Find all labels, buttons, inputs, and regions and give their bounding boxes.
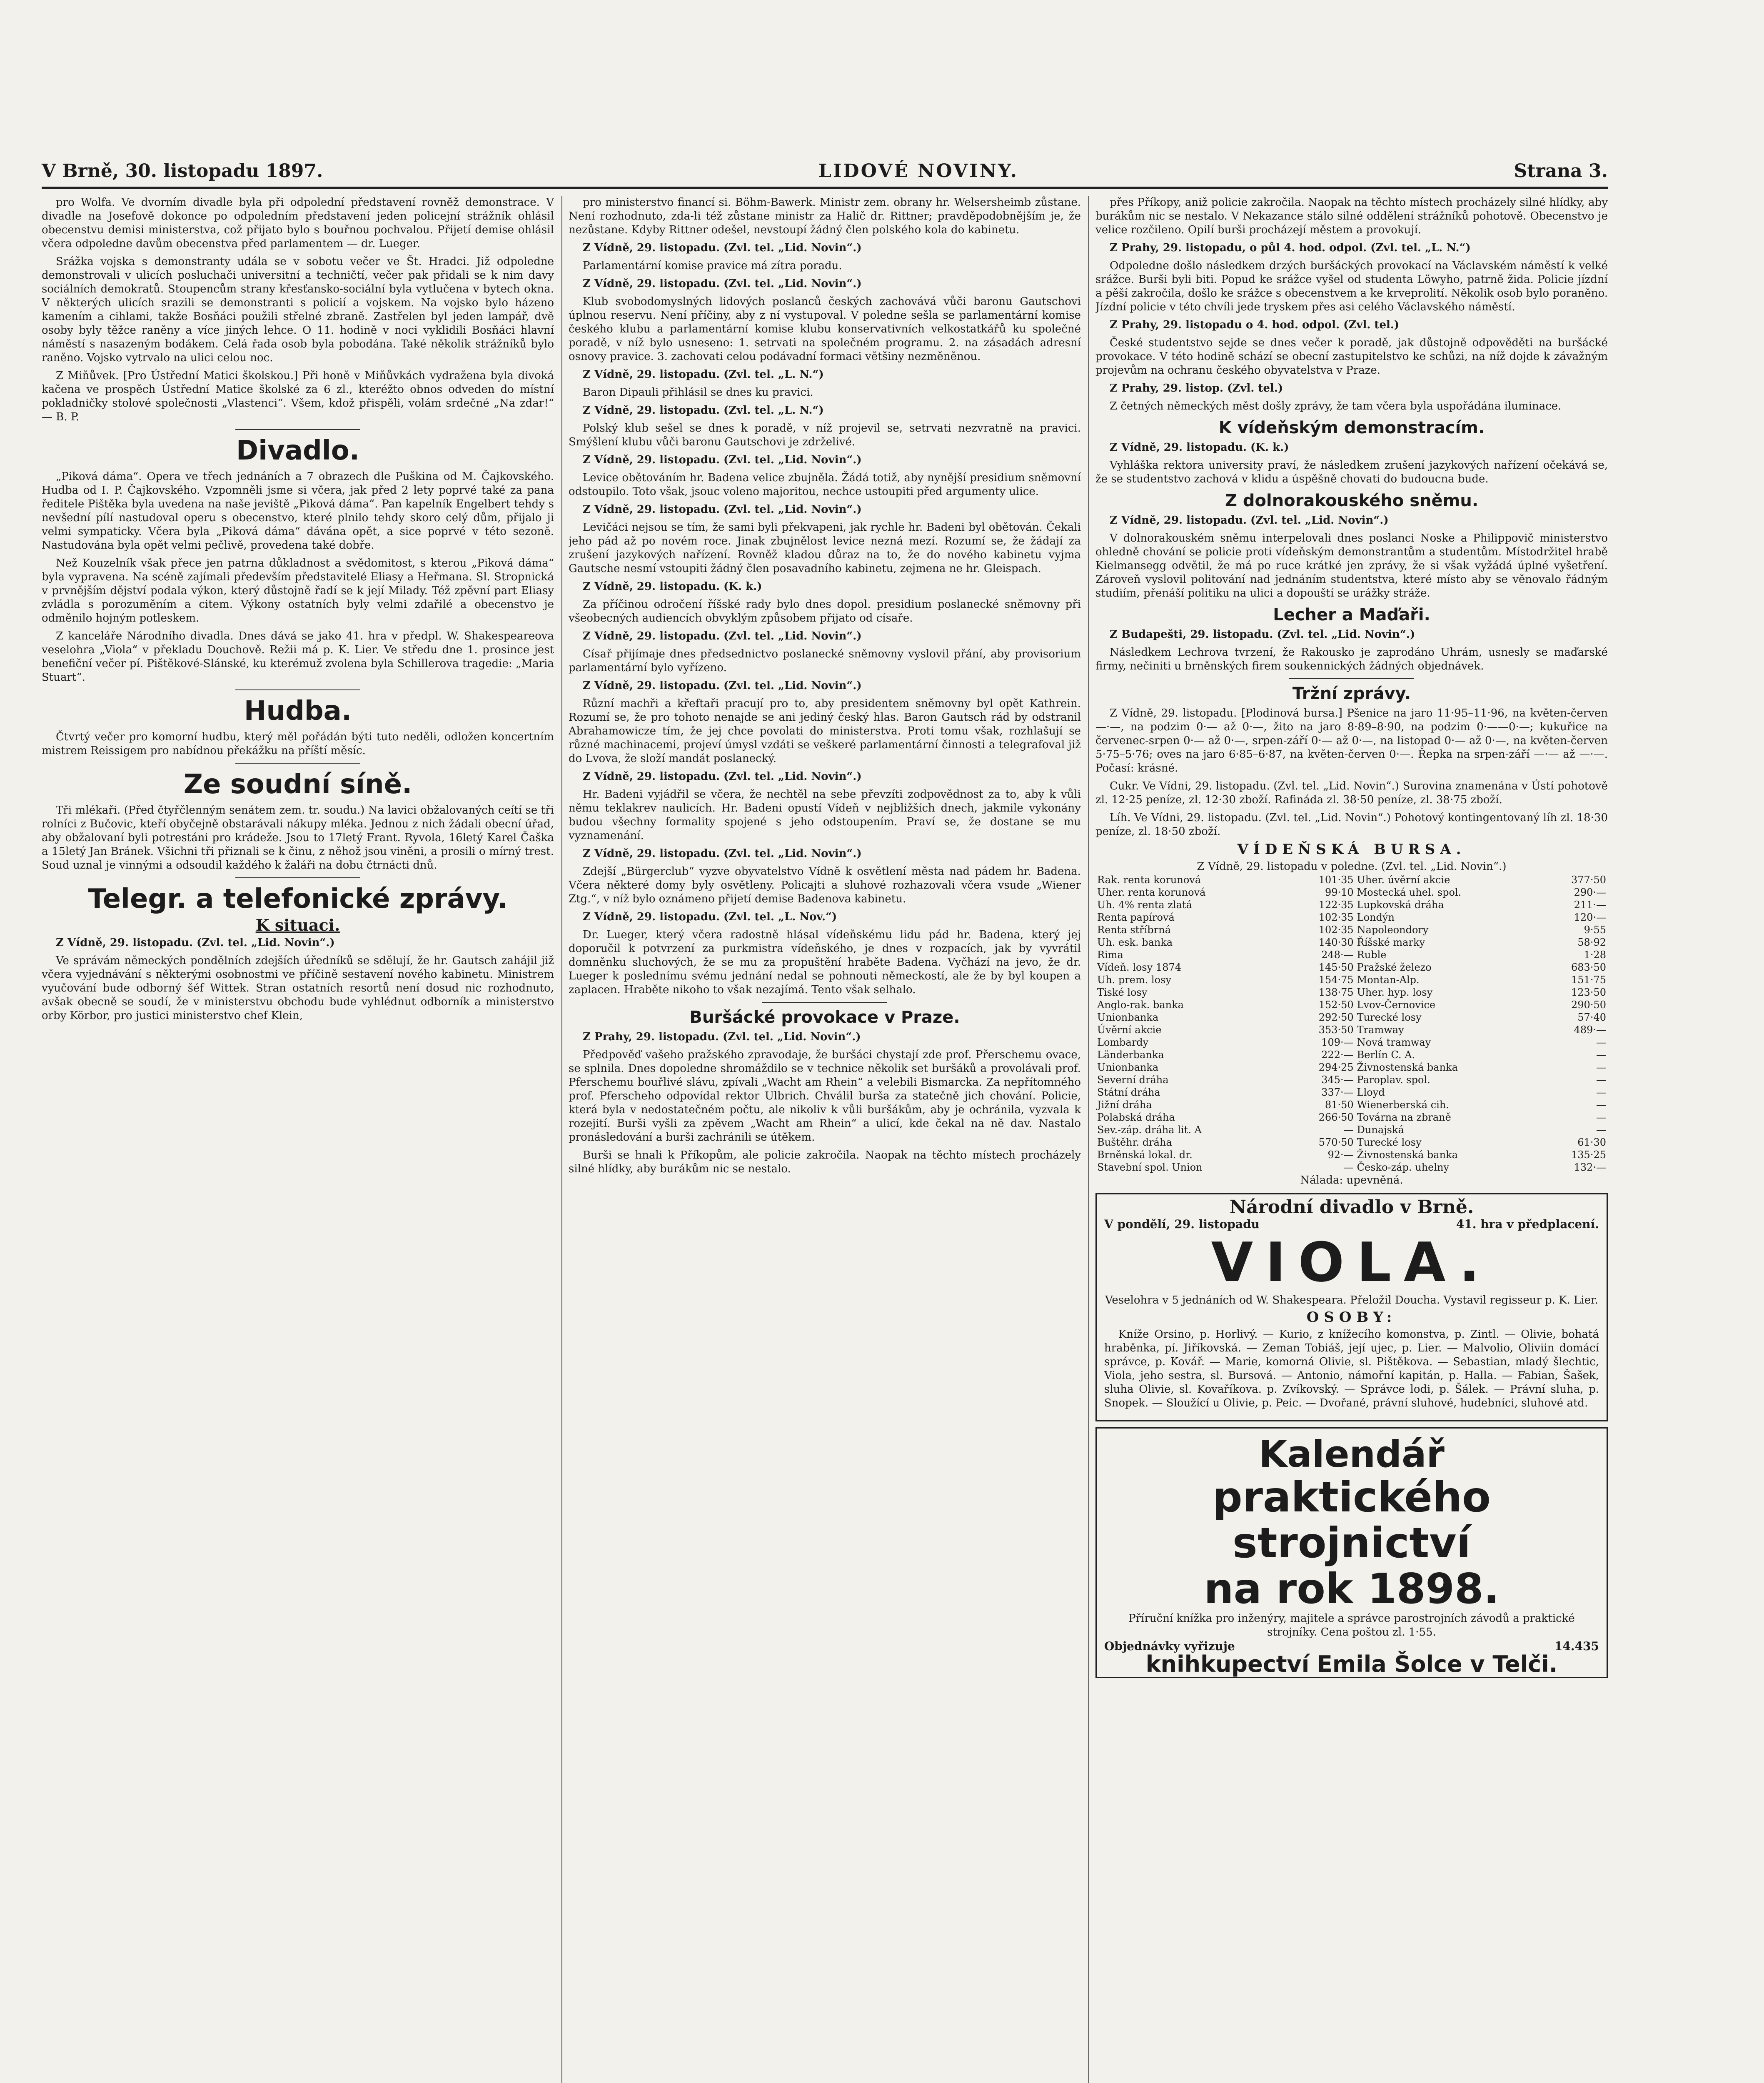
table-cell-label: Lloyd <box>1357 1086 1385 1098</box>
table-cell-value: 266·50 <box>1318 1111 1354 1123</box>
column-2 <box>569 196 1081 2083</box>
section-rule <box>235 689 360 690</box>
section-heading-dolnorak: Z dolnorakouského sněmu. <box>1225 491 1479 510</box>
dateline: Z Vídně, 29. listopadu. (K. k.) <box>583 580 762 593</box>
table-cell-label: Uher. úvěrní akcie <box>1357 874 1450 886</box>
table-cell-value: 294·25 <box>1318 1061 1354 1073</box>
section-rule <box>235 429 360 430</box>
article-paragraph: Následkem Lechrova tvrzení, že Rakousko je zaprodáno Uhrám, usnesly se maďarské firmy, nečiniti u brněnských firem soukennických žádných objednávek. <box>1095 646 1608 672</box>
table-cell-value: 337·— <box>1321 1086 1354 1098</box>
table-cell-label: Turecké losy <box>1357 1012 1422 1023</box>
table-cell-label: Berlín C. A. <box>1357 1049 1415 1061</box>
section-rule <box>762 1002 887 1003</box>
advertisement <box>1095 1427 1608 1678</box>
table-cell-label: Paroplav. spol. <box>1357 1074 1430 1086</box>
table-cell-value: — <box>1596 1061 1606 1073</box>
table-cell-label: Uher. hyp. losy <box>1357 987 1433 998</box>
article-paragraph: Předpověď vašeho pražského zpravodaje, že buršáci chystají zde prof. Přerschemu ovace, se splnila. Dnes dopoledne shromáždilo se v technice několik set buršáků a provolávali prof. Pferschemu bouřlivé slávu, zpívali „Wacht am Rhein“ a velebili Bismarcka. Za nepřítomného prof. Pferscheho odpovídal rektor Ulbrich. Chválil burša za statečně jich chování. Policie, která byla v nedostatečném počtu, ale nikoliv k vůli buršákům, aby je ochránila, vyzvala k rozejití. Burši vyšli za zpěvem „Wacht am Rhein“ a ulicí, kde čekal na ně dav. Nastalo pronásledování a burši zachránili se útěkem. <box>569 1049 1081 1144</box>
article-paragraph: V dolnorakouském sněmu interpelovali dnes poslanci Noske a Philippovič ministerstvo ohledně chování se policie proti vídeňským demonstrantům a studentům. Místodržitel hrabě Kielmansegg odvětil, že má po ruce krátké jen zprávy, že si však vyžádá úplné vyšetření. Zároveň vyslovil politování nad jednáním studentstva, které místo aby se věnovalo řádným studiím, přenáší politiku na ulici a dopouští se urážky stráže. <box>1095 532 1608 599</box>
article-paragraph: Klub svobodomyslných lidových poslanců českých zachovává vůči baronu Gautschovi úplnou reservu. Není příčiny, aby z ní vystupoval. V poledne sešla se parlamentární komise českého klubu a parlamentární komise klubu konservativních velkostatkářů ku společné poradě, v níž bylo usneseno: 1. setrvati na společném programu. 2. na zásadách adresní osnovy pravice. 3. zachovati celou podávadní formaci většiny nezměněnou. <box>569 295 1081 363</box>
table-cell-value: — <box>1596 1111 1606 1123</box>
table-cell-value: 101·35 <box>1318 874 1354 886</box>
cast-list: Kníže Orsino, p. Horlivý. — Kurio, z knížecího komonstva, p. Zintl. — Olivie, bohatá hraběnka, pí. Jiříkovská. — Zeman Tobiáš, její ujec, p. Lier. — Malvolio, Oliviin domácí správce, p. Kovář. — Marie, komorná Olivie, sl. Pištěkova. — Sebastian, mladý šlechtic, Viola, jeho sestra, sl. Bursová. — Antonio, námořní kapitán, p. Halla. — Fabian, Šašek, sluha Olivie, sl. Kovaříkova. p. Zvíkovský. — Správce lodi, p. Šálek. — Právní sluha, p. Snopek. — Sloužící u Olivie, p. Peic. — Dvořané, právní sluhové, hudebníci, sluhové atd. <box>1104 1328 1599 1409</box>
table-row <box>1095 899 1608 911</box>
section-heading-bursacke: Buršácké provokace v Praze. <box>689 1008 960 1027</box>
table-cell-label: Lombardy <box>1097 1037 1149 1048</box>
column-divider <box>561 196 562 2083</box>
article-paragraph: Z četných německých měst došly zprávy, že tam včera byla uspořádána iluminace. <box>1110 400 1562 412</box>
play-description: Veselohra v 5 jednáních od W. Shakespeara. Přeložil Doucha. Vystavil regisseur p. K. Lier. <box>1105 1294 1598 1306</box>
article-paragraph: Vyhláška rektora university praví, že následkem zrušení jazykových nařízení očekává se, že se studentstvo zachová v klidu a úspěšně chovati do budoucna bude. <box>1095 459 1608 485</box>
table-cell-label: Turecké losy <box>1357 1136 1422 1148</box>
table-cell-label: Pražské železo <box>1357 962 1432 973</box>
burse-heading: VÍDEŇSKÁ BURSA. <box>1237 841 1466 858</box>
table-cell-label: Polabská dráha <box>1097 1111 1175 1123</box>
table-cell-value: 1·28 <box>1584 949 1606 961</box>
article-paragraph: Polský klub sešel se dnes k poradě, v níž projevil se, setrvati nezvratně na pravici. Smýšlení klubu vůči baronu Gautschovi je zdrželivé. <box>569 422 1081 448</box>
table-cell-label: Wienerberská cih. <box>1357 1099 1449 1111</box>
market-report: Cukr. Ve Vídni, 29. listopadu. (Zvl. tel. „Lid. Novin“.) Surovina znamenána v Ústí pohotově zl. 12·25 peníze, zl. 12·30 zboží. Rafináda zl. 38·50 peníze, zl. 38·75 zboží. <box>1095 780 1608 806</box>
masthead <box>42 158 1608 183</box>
table-cell-label: Buštěhr. dráha <box>1097 1136 1172 1148</box>
section-heading-k-videnskym: K vídeňským demonstracím. <box>1218 418 1485 437</box>
ad-title-rok: na rok 1898. <box>1204 1564 1500 1613</box>
dateline: Z Vídně, 29. listopadu. (Zvl. tel. „Lid. Novin“.) <box>583 679 862 692</box>
dateline: Z Vídně, 29. listopadu. (Zvl. tel. „Lid. Novin“.) <box>1110 514 1389 527</box>
table-row <box>1095 1024 1608 1036</box>
masthead-page: Strana 3. <box>1514 160 1608 182</box>
table-cell-value: 345·— <box>1321 1074 1354 1086</box>
article-paragraph: Čtvrtý večer pro komorní hudbu, který měl pořádán býti tuto neděli, odložen koncertním mistrem Reissigem pro nabídnou překážku na příští měsíc. <box>42 731 554 757</box>
table-cell-value: 122·35 <box>1318 899 1354 911</box>
dateline: Z Vídně, 29. listopadu. (Zvl. tel. „Lid. Novin“.) <box>583 242 862 254</box>
table-cell-label: Vídeň. losy 1874 <box>1097 962 1181 973</box>
table-cell-value: — <box>1596 1124 1606 1136</box>
article-paragraph: Z Miňůvek. [Pro Ústřední Matici školskou.] Při honě v Miňůvkách vydražena byla divoká kačena ve prospěch Ústřední Matice školské za 6 zl., kteréžto obnos odveden do místní pokladničky stolové společnosti „Vlastenci“. Všem, kdož přispěli, volám srdečné „Na zdar!“ — B. P. <box>42 370 554 423</box>
table-cell-value: 151·75 <box>1571 974 1606 986</box>
table-cell-value: 154·75 <box>1318 974 1354 986</box>
table-cell-label: Renta papírová <box>1097 912 1175 923</box>
table-cell-label: Jižní dráha <box>1097 1099 1152 1111</box>
table-cell-label: Mostecká uhel. spol. <box>1357 887 1462 898</box>
dateline: Z Prahy, 29. listop. (Zvl. tel.) <box>1110 382 1283 395</box>
article-paragraph: Ve správám německých pondělních zdejších úředníků se sdělují, že hr. Gautsch zahájil již včera vyjednávání s některými osobnostmi ve příčině sestavení nového kabinetu. Ministrem vyučování bude odborný šéf Wittek. Stran ostatních resortů není dosud nic rozhodnuto, avšak obecně se soudí, že v ministerstvu obchodu bude vyhlédnut odborník a ministerstvo orby Körbor, pro justici ministerstvo chef Klein, <box>42 954 554 1022</box>
table-cell-value: 140·30 <box>1318 937 1354 948</box>
dateline: Z Vídně, 29. listopadu. (Zvl. tel. „L. N.“) <box>583 404 824 417</box>
table-row <box>1095 1099 1608 1111</box>
table-cell-label: Anglo-rak. banka <box>1097 999 1184 1011</box>
ad-publisher: knihkupectví Emila Šolce v Telči. <box>1145 1651 1558 1677</box>
masthead-title: LIDOVÉ NOVINY. <box>818 160 1018 182</box>
table-cell-label: Napoleondory <box>1357 924 1429 936</box>
table-cell-value: 222·— <box>1321 1049 1354 1061</box>
table-cell-value: 145·50 <box>1318 962 1354 973</box>
dateline: Z Vídně, 29. listopadu. (Zvl. tel. „L. Nov.“) <box>583 911 837 923</box>
table-cell-value: 290·— <box>1574 887 1606 898</box>
section-heading-telegr: Telegr. a telefonické zprávy. <box>88 884 508 914</box>
table-cell-value: 377·50 <box>1571 874 1606 886</box>
article-paragraph: pro ministerstvo financí si. Böhm-Bawerk. Ministr zem. obrany hr. Welsersheimb zůstane. Není rozhodnuto, zda-li též zůstane ministr za Halič dr. Rittner; pravděpodobnějším je, že nezůstane. Kdyby Rittner odešel, nevstoupí žádný člen polského kola do kabinetu. <box>569 196 1081 236</box>
dateline: Z Vídně, 29. listopadu. (Zvl. tel. „Lid. Novin“.) <box>583 503 862 516</box>
table-cell-value: 132·— <box>1574 1161 1606 1173</box>
dateline: Z Vídně, 29. listopadu. (Zvl. tel. „Lid. Novin“.) <box>583 630 862 642</box>
table-cell-value: 135·25 <box>1571 1149 1606 1161</box>
dateline: Z Vídně, 29. listopadu. (K. k.) <box>1110 441 1289 454</box>
table-cell-value: 683·50 <box>1571 962 1606 973</box>
table-cell-label: Stavební spol. Union <box>1097 1161 1203 1173</box>
table-cell-value: 61·30 <box>1577 1136 1606 1148</box>
table-cell-label: Länderbanka <box>1097 1049 1164 1061</box>
table-cell-value: — <box>1596 1099 1606 1111</box>
table-row <box>1095 1036 1608 1049</box>
section-heading-divadlo: Divadlo. <box>236 435 359 466</box>
table-cell-value: 211·— <box>1574 899 1606 911</box>
table-row <box>1095 1149 1608 1161</box>
article-paragraph: Levice obětováním hr. Badena velice zbujněla. Žádá totiž, aby nynější presidium sněmovní odstoupilo. Toto však, jsouc voleno majoritou, nechce ustoupiti před argumenty ulice. <box>569 472 1081 498</box>
table-cell-value: 92·— <box>1327 1149 1354 1161</box>
section-rule <box>235 877 360 878</box>
table-cell-value: 292·50 <box>1318 1012 1354 1023</box>
section-rule <box>1289 678 1414 679</box>
table-row <box>1095 874 1608 886</box>
table-row <box>1095 1161 1608 1174</box>
section-heading-hudba: Hudba. <box>244 696 352 727</box>
theatre-heading: Národní divadlo v Brně. <box>1229 1196 1474 1218</box>
table-cell-value: 489·— <box>1574 1024 1606 1036</box>
table-cell-value: 9·55 <box>1584 924 1606 936</box>
table-cell-value: 570·50 <box>1318 1136 1354 1148</box>
section-rule <box>235 763 360 764</box>
cast-heading: OSOBY: <box>1306 1309 1397 1326</box>
table-cell-label: Státní dráha <box>1097 1086 1160 1098</box>
play-title: VIOLA. <box>1211 1231 1492 1294</box>
table-cell-label: Tramway <box>1357 1024 1404 1036</box>
article-paragraph: Levičáci nejsou se tím, že sami byli překvapeni, jak rychle hr. Badeni byl obětován. Čekali jeho pád až po novém roce. Jinak zbujnělost levice nezná mezí. Rozumí se, že žádají za zrušení jazykových nařízení. Rovněž kladou důraz na to, že do nového kabinetu vyjma Gautsche nesmí vstoupiti žádný člen posavadního kabinetu, zejmena ne hr. Gleispach. <box>569 521 1081 575</box>
article-paragraph: Tři mlékaři. (Před čtyřčlenným senátem zem. tr. soudu.) Na lavici obžalovaných ceítí se tři rolníci z Bučovic, kteří obyčejně obstarávali nákupy mléka. Jednou z nich žádali obecní úřad, aby obžalovaní byli potrestáni pro krádeže. Jsou to 17letý Frant. Ryvola, 16letý Karel Čaška a 15letý Jan Bránek. Všichni tři přiznali se k činu, z něhož jsou viněni, a prosili o mírný trest. Soud uznal je vinnými a odsoudil každého k žaláři na dobu čtrnácti dnů. <box>42 804 554 872</box>
table-cell-label: Uh. prem. losy <box>1097 974 1171 986</box>
table-cell-label: Uh. esk. banka <box>1097 937 1173 948</box>
article-paragraph: Hr. Badeni vyjádřil se včera, že nechtěl na sebe převzíti zodpovědnost za to, aby k vůli němu teklakrev naulicích. Hr. Badeni opustí Vídeň v nejbližších dnech, jakmile vykonány budou všechny formality spojené s jeho odstoupením. Praví se, že dostane se mu vyznamenání. <box>569 788 1081 842</box>
table-cell-value: — <box>1596 1049 1606 1061</box>
table-row <box>1095 974 1608 986</box>
table-row <box>1095 1136 1608 1149</box>
table-cell-value: 102·35 <box>1318 924 1354 936</box>
table-cell-value: 102·35 <box>1318 912 1354 923</box>
table-cell-value: 58·92 <box>1577 937 1606 948</box>
article-paragraph: Dr. Lueger, který včera radostně hlásal vídeňskému lidu pád hr. Badena, který jej doporučil k potvrzení za purkmistra vídeňského, je dnes v rozpacích, jak by vyvrátil domněnku sluchových, že se mu za propuštění hraběte Badena. Vyčhází na jevo, že dr. Lueger k poslednímu svému jednání nedal se pohnouti německostí, ale že by byl koupen a zaplacen. Hraběte nikoho to však nezajímá. Tento však selhalo. <box>569 929 1081 996</box>
article-paragraph: Než Kouzelník však přece jen patrna důkladnost a svědomitost, s kterou „Piková dáma“ byla vypravena. Na scéně zajímali především představitelé Eliasy a Heřmana. Sl. Stropnická v prvnějším dějství podala výkon, který důstojně řadí se k její Milady. Též zpěvní part Eliasy zvládla s porozuměním a citem. Výkony ostatních byly velmi zdařilé a obecenstvo je odměnilo hojným potleskem. <box>42 557 554 624</box>
table-cell-value: 290·50 <box>1571 999 1606 1011</box>
table-cell-label: Rak. renta korunová <box>1097 874 1201 886</box>
article-paragraph: Různí machři a křeftaři pracují pro to, aby presidentem sněmovny byl opět Kathrein. Rozumí se, že pro tohoto nenajde se ani jediný český hlas. Baron Gautsch rád by odstranil Abrahamowicze tím, že jej chce povolati do ministerstva. Proti tomu však, rozhlašují se různé machinacemi, projeví úmysl vzdáti se veškeré parlamentární činnosti a telegrafoval již do Lvova, že složí mandát poslanecký. <box>569 697 1081 765</box>
article-paragraph: pro Wolfa. Ve dvorním divadle byla při odpolední představení rovněž demonstrace. V divadle na Josefově dokonce po odpoledním představení jeden policejní strážník ohlásil obecenstvu demisi ministerstva, což přijato bylo s bouřnou pochvalou. Přijetí demise ohlásil včera odpoledne davům obecenstva před parlamentem — dr. Lueger. <box>42 196 554 250</box>
table-cell-label: Londýn <box>1357 912 1395 923</box>
table-row <box>1095 961 1608 974</box>
dateline: Z Prahy, 29. listopadu o 4. hod. odpol. (Zvl. tel.) <box>1110 319 1400 331</box>
table-cell-label: Montan-Alp. <box>1357 974 1420 986</box>
column-1 <box>42 196 554 2083</box>
ad-orders: Objednávky vyřizuje <box>1104 1639 1235 1653</box>
table-cell-value: 123·50 <box>1571 987 1606 998</box>
dateline: Z Prahy, 29. listopadu, o půl 4. hod. odpol. (Zvl. tel. „L. N.“) <box>1110 242 1471 254</box>
table-cell-value: 120·— <box>1574 912 1606 923</box>
dateline: Z Vídně, 29. listopadu. (Zvl. tel. „Lid. Novin“.) <box>583 770 862 783</box>
ad-title-prakticky: praktického strojnictví <box>1213 1473 1491 1567</box>
table-row <box>1095 949 1608 961</box>
section-heading-trzni: Tržní zprávy. <box>1292 684 1411 703</box>
table-row <box>1095 999 1608 1011</box>
dateline: Z Vídně, 29. listopadu. (Zvl. tel. „Lid. Novin“.) <box>583 847 862 860</box>
table-cell-value: 248·— <box>1321 949 1354 961</box>
table-cell-value: 57·40 <box>1577 1012 1606 1023</box>
market-report: Líh. Ve Vídni, 29. listopadu. (Zvl. tel. „Lid. Novin“.) Pohotový kontingentovaný líh zl. 18·30 peníze, zl. 18·50 zboží. <box>1095 812 1608 838</box>
table-cell-value: 353·50 <box>1318 1024 1354 1036</box>
ad-title-kalendar: Kalendář <box>1259 1433 1445 1476</box>
table-row <box>1095 911 1608 924</box>
table-cell-label: Říšské marky <box>1357 937 1425 948</box>
table-cell-label: Tiské losy <box>1097 987 1148 998</box>
article-paragraph: „Piková dáma“. Opera ve třech jednáních a 7 obrazech dle Puškina od M. Čajkovského. Hudba od I. P. Čajkovského. Vzpomněli jsme si včera, jak před 2 lety poprvé také za pana ředitele Pištěka byla uvedena na naše jeviště „Piková dáma“. Pan kapelník Engelbert tehdy s nevšední pílí nastudoval operu s obecenstvo, které plnilo tehdy skoro celý dům, přijalo ji velmi sympaticky. Včera byla „Piková dáma“ dávána opět, a sice poprvé v této sezoně. Nastudována byla opět velmi pečlivě, provedena také dobře. <box>42 470 554 552</box>
table-row <box>1095 1061 1608 1074</box>
table-cell-label: Továrna na zbraně <box>1357 1111 1451 1123</box>
column-3 <box>1095 196 1608 2083</box>
table-cell-value: — <box>1596 1037 1606 1048</box>
dateline: Z Vídně, 29. listopadu. (Zvl. tel. „Lid. Novin“.) <box>583 454 862 466</box>
burse-table <box>1095 874 1608 1174</box>
article-paragraph: Baron Dipauli přihlásil se dnes ku pravici. <box>583 386 813 399</box>
table-cell-label: Unionbanka <box>1097 1012 1159 1023</box>
ad-description: Příruční knížka pro inženýry, majitele a správce parostrojních závodů a praktické strojníky. Cena poštou zl. 1·55. <box>1128 1612 1575 1638</box>
table-cell-label: Česko-záp. uhelny <box>1357 1161 1450 1173</box>
table-cell-value: — <box>1343 1161 1354 1173</box>
article-paragraph: Zdejší „Bürgerclub“ vyzve obyvatelstvo Vídně k osvětlení města nad pádem hr. Badena. Včera některé domy byly osvětleny. Policajti a sluhové rozhazovali včera vsude „Wiener Ztg.“, v níž bylo oznámeno přijetí demise Badenova kabinetu. <box>569 865 1081 905</box>
table-cell-label: Brněnská lokal. dr. <box>1097 1149 1193 1161</box>
table-row <box>1095 936 1608 949</box>
subheading-k-situaci: K situaci. <box>255 916 340 934</box>
article-paragraph: Císař přijímaje dnes předsednictvo poslanecké sněmovny vyslovil přání, aby provisorium parlamentární bylo vyřízeno. <box>569 648 1081 674</box>
market-report: Z Vídně, 29. listopadu. [Plodinová bursa.] Pšenice na jaro 11·95–11·96, na květen-červen —·—, na podzim 0·— až 0·—, žito na jaro 8·89–8·90, na podzim 0·——0·—; kukuřice na červenec-srpen 0·— až 0·—, srpen-září 0·— až 0·—, na listopad 0·— až 0·—, na květen-červen 5·75–5·76; oves na jaro 6·85–6·87, na květen-červen 0·—. Řepka na srpen-září —·— až —·—. Počasí: krásné. <box>1095 707 1608 774</box>
table-cell-label: Uher. renta korunová <box>1097 887 1206 898</box>
table-cell-value: 138·75 <box>1318 987 1354 998</box>
masthead-date: V Brně, 30. listopadu 1897. <box>42 160 323 182</box>
table-cell-label: Uh. 4% renta zlatá <box>1097 899 1192 911</box>
table-cell-value: — <box>1596 1086 1606 1098</box>
dateline: Z Prahy, 29. listopadu. (Zvl. tel. „Lid. Novin“.) <box>583 1031 861 1043</box>
section-heading-soud: Ze soudní síně. <box>183 769 412 800</box>
table-cell-value: 109·— <box>1321 1037 1354 1048</box>
article-paragraph: Za příčinou odročení říšské rady bylo dnes dopol. presidium poslanecké sněmovny při všeobecných audiencích obvyklým způsobem přijato od císaře. <box>569 598 1081 624</box>
table-row <box>1095 886 1608 899</box>
table-row <box>1095 924 1608 936</box>
article-paragraph: Odpoledne došlo následkem drzých buršáckých provokací na Václavském náměstí k velké srážce. Burši byli biti. Popud ke srážce vyšel od studenta Löwyho, patrně žida. Policie jízdní a pěší zakročila, došlo ke srážce s obecenstvem a ke krveprolití. Několik osob bylo poraněno. Jízdní policie v této chvíli jede tryskem přes asi celého Václavského náměstí. <box>1095 260 1608 313</box>
table-cell-label: Rima <box>1097 949 1123 961</box>
dateline: Z Vídně, 29. listopadu. (Zvl. tel. „Lid. Novin“.) <box>583 277 862 290</box>
table-cell-value: 99·10 <box>1325 887 1354 898</box>
table-cell-value: 81·50 <box>1325 1099 1354 1111</box>
table-row <box>1095 986 1608 999</box>
table-cell-label: Unionbanka <box>1097 1061 1159 1073</box>
table-cell-label: Živnostenská banka <box>1357 1149 1458 1161</box>
table-cell-value: — <box>1596 1074 1606 1086</box>
theatre-date-row <box>1104 1217 1599 1231</box>
dateline: Z Vídně, 29. listopadu. (Zvl. tel. „L. N.“) <box>583 368 824 381</box>
theatre-date: V pondělí, 29. listopadu <box>1104 1217 1260 1231</box>
theatre-subscription: 41. hra v předplacení. <box>1456 1217 1599 1231</box>
table-row <box>1095 1049 1608 1061</box>
table-cell-label: Lvov-Černovice <box>1357 999 1436 1011</box>
article-paragraph: Parlamentární komise pravice má zítra poradu. <box>583 260 842 272</box>
section-heading-lecher: Lecher a Maďaři. <box>1273 605 1430 624</box>
article-paragraph: Burši se hnali k Příkopům, ale policie zakročila. Naopak na těchto místech procházely silné hlídky, aby burákům nic se nestalo. <box>569 1149 1081 1175</box>
column-divider <box>1088 196 1089 2083</box>
table-cell-label: Severní dráha <box>1097 1074 1169 1086</box>
table-cell-label: Lupkovská dráha <box>1357 899 1444 911</box>
table-cell-value: — <box>1343 1124 1354 1136</box>
table-cell-label: Renta stříbrná <box>1097 924 1171 936</box>
article-paragraph: přes Příkopy, aniž policie zakročila. Naopak na těchto místech procházely silné hlídky, aby burákům nic se nestalo. V Nekazance stálo silné oddělení strážníků pohotově. Obecenstvo je velice rozčileno. Opilí burši procházejí městem a provokují. <box>1095 196 1608 236</box>
dateline: Z Budapešti, 29. listopadu. (Zvl. tel. „Lid. Novin“.) <box>1110 628 1415 641</box>
dateline: Z Vídně, 29. listopadu. (Zvl. tel. „Lid. Novin“.) <box>56 937 335 949</box>
table-cell-label: Úvěrní akcie <box>1097 1024 1162 1036</box>
ad-number: 14.435 <box>1554 1639 1599 1653</box>
burse-footer: Nálada: upevněná. <box>1300 1174 1403 1186</box>
table-cell-value: 152·50 <box>1318 999 1354 1011</box>
masthead-rule <box>42 187 1608 189</box>
article-paragraph: České studentstvo sejde se dnes večer k poradě, jak důstojně odpověděti na buršácké provokace. V této hodině schází se obecní zastupitelstvo ke schůzi, na níž dojde k závažným projevům na ochranu českého obyvatelstva v Praze. <box>1095 337 1608 377</box>
newspaper-page <box>42 158 1608 2083</box>
burse-subheading: Z Vídně, 29. listopadu v poledne. (Zvl. tel. „Lid. Novin“.) <box>1197 860 1507 873</box>
table-row <box>1095 1086 1608 1099</box>
table-cell-label: Nová tramway <box>1357 1037 1431 1048</box>
table-cell-label: Živnostenská banka <box>1357 1061 1458 1073</box>
table-cell-label: Ruble <box>1357 949 1387 961</box>
table-row <box>1095 1124 1608 1136</box>
table-cell-label: Sev.-záp. dráha lit. A <box>1097 1124 1202 1136</box>
table-row <box>1095 1074 1608 1086</box>
table-row <box>1095 1011 1608 1024</box>
theatre-announcement <box>1095 1193 1608 1421</box>
table-cell-label: Dunajská <box>1357 1124 1404 1136</box>
article-paragraph: Srážka vojska s demonstranty udála se v sobotu večer ve Št. Hradci. Již odpoledne demonstrovali v ulicích posluchači universitní a techničtí, večer pak přidali se k nim davy sociálních demokratů. Stoupencům strany křesťansko-sociální byla vytlučena v bytech okna. V některých ulicích srazili se demonstranti s policií a vojskem. Na vojsko bylo házeno kamením a cihlami, takže Bosňáci použili střelné zbraně. Zastřelen byl jeden lampář, dvě osoby byly těžce raněny a více jiných lehce. O 11. hodině v noci vyklidili Bosňáci hlavní náměstí s nasazeným bodákem. Celá řada osob byla pobodána. Také několik strážníků bylo raněno. Vojsko vytrvalo na ulici celou noc. <box>42 255 554 364</box>
article-paragraph: Z kanceláře Národního divadla. Dnes dává se jako 41. hra v předpl. W. Shakespeareova veselohra „Viola“ v překladu Douchově. Režii má p. K. Lier. Ve středu dne 1. prosince jest benefiční večer pí. Pištěkové-Slánské, ku kterémuž zvolena byla Schillerova tragedie: „Maria Stuart“. <box>42 630 554 684</box>
table-row <box>1095 1111 1608 1124</box>
